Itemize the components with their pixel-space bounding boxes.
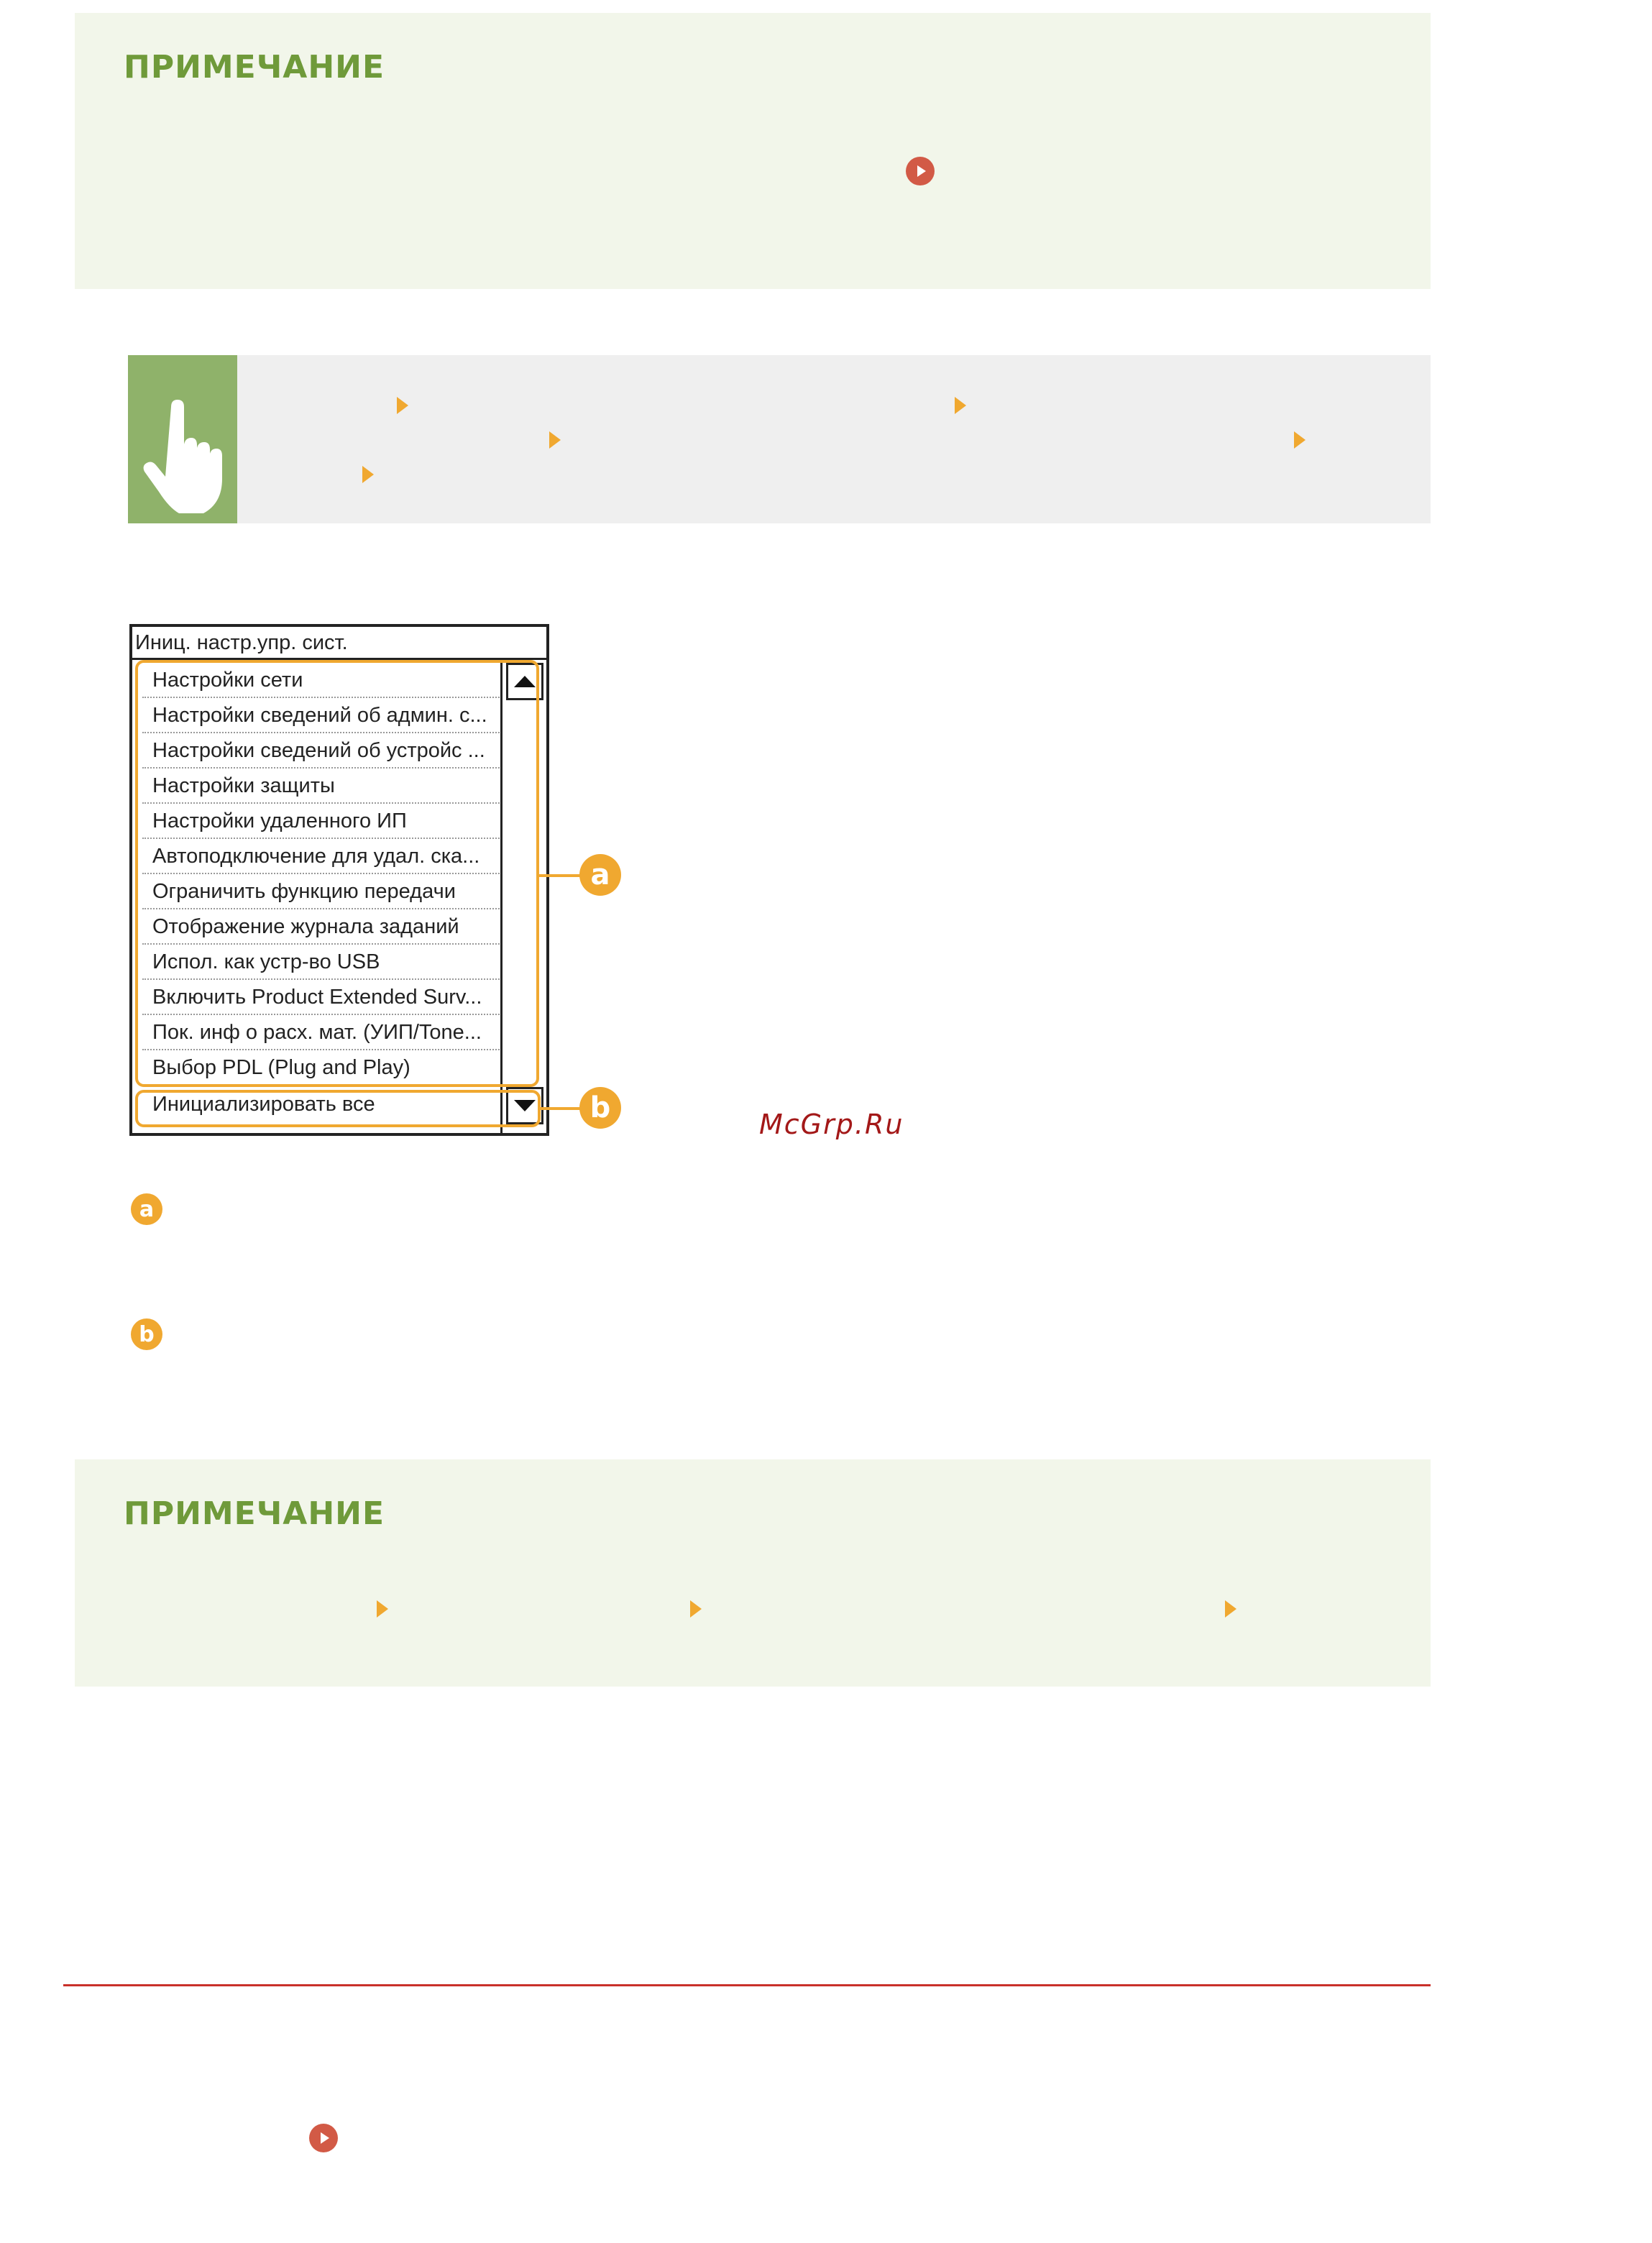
legend-b-badge: b <box>131 1318 162 1350</box>
callout-b-badge: b <box>579 1087 621 1129</box>
highlight-initialize-all <box>135 1090 541 1127</box>
lcd-menu-item[interactable]: Пок. инф о расх. мат. (УИП/Tone... <box>142 1015 502 1050</box>
callout-a-leader <box>539 874 582 877</box>
lcd-menu-item[interactable]: Настройки сведений об устройс ... <box>142 733 502 769</box>
triangle-right-icon <box>1294 431 1305 449</box>
lcd-menu-item[interactable]: Включить Product Extended Surv... <box>142 980 502 1015</box>
triangle-right-icon <box>690 1600 702 1618</box>
link-bullet-icon[interactable] <box>309 2124 338 2152</box>
note-title: ПРИМЕЧАНИЕ <box>124 49 385 86</box>
lcd-title: Иниц. настр.упр. сист. <box>132 627 546 660</box>
lcd-menu-item-initialize-all[interactable]: Инициализировать все <box>152 1093 375 1116</box>
highlight-menu-items <box>135 660 539 1087</box>
triangle-right-icon <box>377 1600 388 1618</box>
operation-hand-box <box>128 355 237 523</box>
lcd-menu-item[interactable]: Выбор PDL (Plug and Play) <box>142 1050 502 1086</box>
lcd-menu-item[interactable]: Ограничить функцию передачи <box>142 874 502 909</box>
lcd-menu-item[interactable]: Настройки защиты <box>142 769 502 804</box>
lcd-menu-item[interactable]: Настройки сведений об админ. с... <box>142 698 502 733</box>
triangle-right-icon <box>397 397 408 414</box>
triangle-right-icon <box>362 466 374 483</box>
pointing-hand-icon <box>128 355 237 523</box>
note-box-bottom <box>75 1459 1431 1687</box>
legend-a-badge: a <box>131 1193 162 1225</box>
triangle-right-icon <box>1225 1600 1236 1618</box>
section-divider <box>63 1984 1431 1986</box>
lcd-menu-item[interactable]: Настройки сети <box>142 663 502 698</box>
triangle-right-icon <box>549 431 561 449</box>
callout-a-badge: a <box>579 854 621 896</box>
operation-path-bar <box>128 355 1431 523</box>
note-title: ПРИМЕЧАНИЕ <box>124 1495 385 1532</box>
link-bullet-icon[interactable] <box>906 157 935 185</box>
lcd-menu-item[interactable]: Автоподключение для удал. ска... <box>142 839 502 874</box>
watermark: McGrp.Ru <box>759 1109 904 1140</box>
callout-b-leader <box>541 1107 582 1110</box>
lcd-menu-item[interactable]: Испол. как устр-во USB <box>142 945 502 980</box>
note-box-top <box>75 13 1431 289</box>
lcd-menu-item[interactable]: Отображение журнала заданий <box>142 909 502 945</box>
triangle-right-icon <box>955 397 966 414</box>
lcd-menu-item[interactable]: Настройки удаленного ИП <box>142 804 502 839</box>
